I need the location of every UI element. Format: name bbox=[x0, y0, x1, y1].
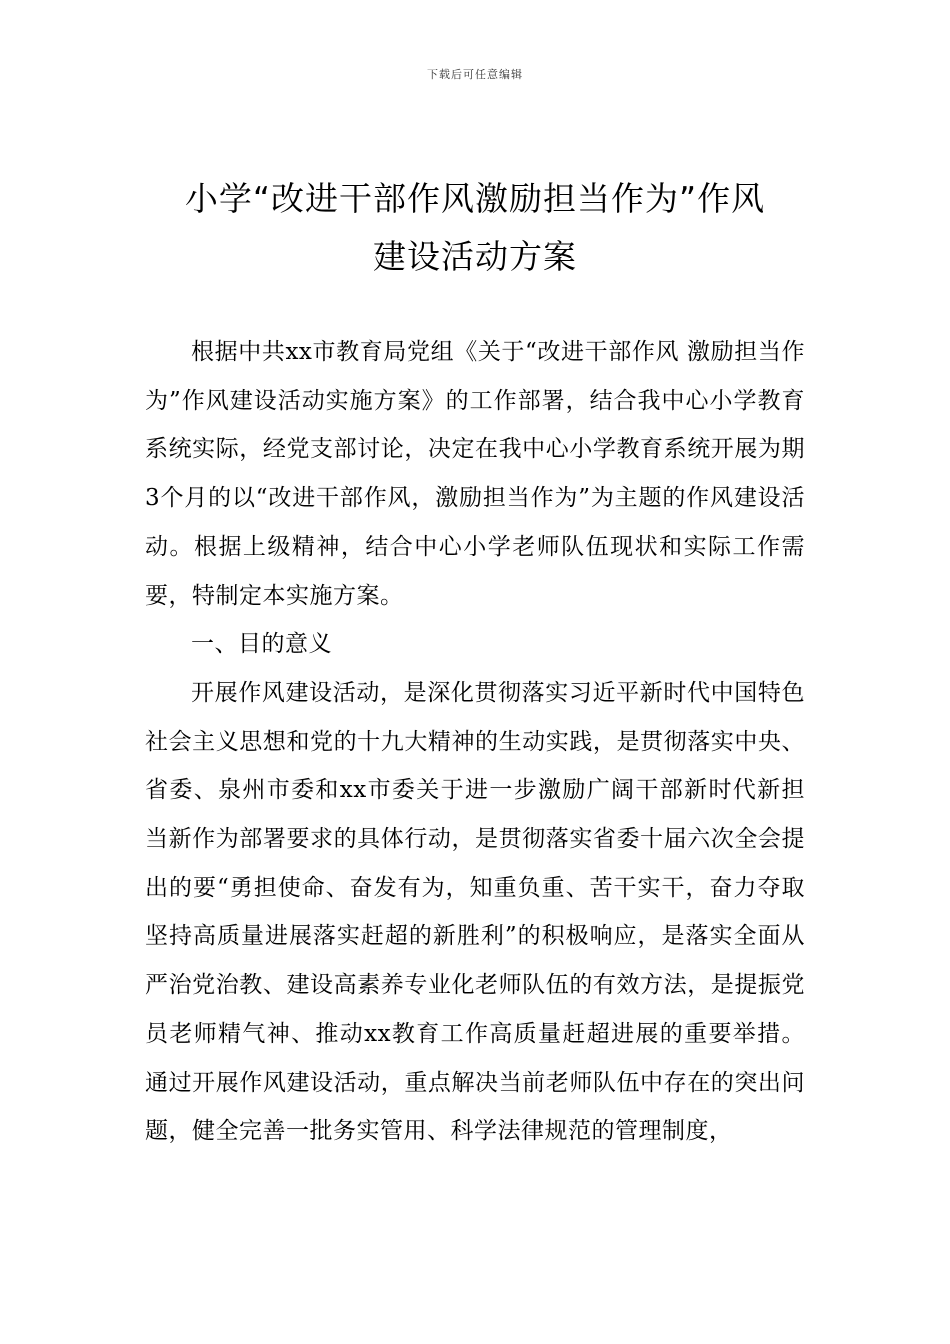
document-title bbox=[120, 170, 830, 286]
section-heading-purpose: 一、目的意义 bbox=[191, 631, 332, 658]
paragraph-intro: 根据中共xx市教育局党组《关于“改进干部作风 激励担当作为”作风建设活动实施方案》的工作部署，结合我中心小学教育系统实际，经党支部讨论，决定在我中心小学教育系统开展为期3个月的以“改进干部作风，激励担当作为”为主题的作风建设活动。根据上级精神，结合中心小学老师队伍现状和实际工作需要，特制定本实施方案。 bbox=[145, 339, 805, 609]
document-body bbox=[145, 328, 805, 1156]
document-title-line1: 小学“改进干部作风激励担当作为”作风 bbox=[184, 179, 766, 218]
paragraph-purpose: 开展作风建设活动，是深化贯彻落实习近平新时代中国特色社会主义思想和党的十九大精神的生动实践，是贯彻落实中央、省委、泉州市委和xx市委关于进一步激励广阔干部新时代新担当新作为部署要求的具体行动，是贯彻落实省委十届六次全会提出的要“勇担使命、奋发有为，知重负重、苦干实干，奋力夺取坚持高质量进展落实赶超的新胜利”的积极响应，是落实全面从严治党治教、建设高素养专业化老师队伍的有效方法，是提振党员老师精气神、推动xx教育工作高质量赶超进展的重要举措。通过开展作风建设活动，重点解决当前老师队伍中存在的突出问题，健全完善一批务实管用、科学法律规范的管理制度， bbox=[145, 679, 805, 1145]
page-header-note: 下载后可任意编辑 bbox=[427, 68, 523, 81]
document-title-line2: 建设活动方案 bbox=[373, 237, 577, 276]
